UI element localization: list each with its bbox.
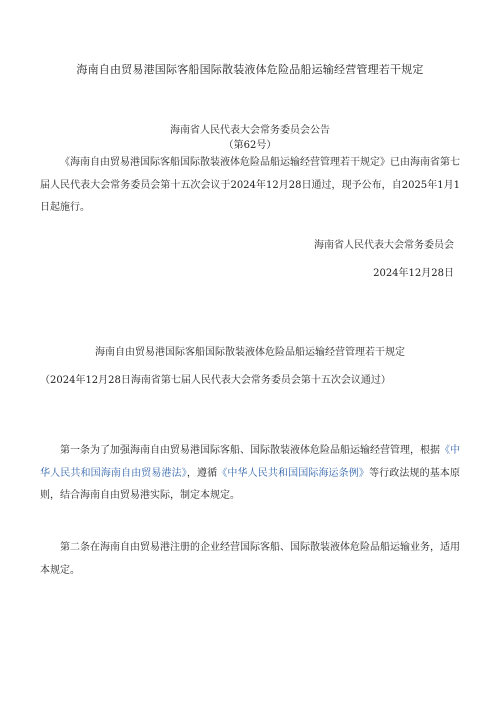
announcement-signer: 海南省人民代表大会常务委员会 [314, 240, 454, 251]
announcement-date: 2024年12月28日 [373, 268, 454, 279]
regulation-title: 海南自由贸易港国际客船国际散装液体危险品船运输经营管理若干规定 [95, 347, 405, 358]
announcement-issuer: 海南省人民代表大会常务委员会公告 [170, 125, 330, 136]
article-1-text-a: 第一条为了加强海南自由贸易港国际客船、国际散装液体危险品船运输经营管理，根据 [60, 445, 440, 456]
article-1 [40, 440, 460, 508]
article-1-text-c: 等行政法规的基本原则，结合海南自由贸易港实际，制定本规定。 [40, 467, 461, 501]
announcement-body: 《海南自由贸易港国际客船国际散装液体危险品船运输经营管理若干规定》已由海南省第七届人民代表大会常务委员会第十五次会议于2024年12月28日通过，现予公布，自2025年1月1日起施行。 [40, 157, 460, 213]
intl-maritime-regulation-link[interactable]: 《中华人民共和国国际海运条例》 [217, 467, 370, 479]
hainan-ftp-law-link[interactable]: 《中华人民共和国海南自由贸易港法》 [40, 445, 460, 479]
document-title: 海南自由贸易港国际客船国际散装液体危险品船运输经营管理若干规定 [76, 63, 424, 76]
regulation-passed-note: （2024年12月28日海南省第七届人民代表大会常务委员会第十五次会议通过） [40, 375, 391, 386]
announcement-number: （第62号） [223, 140, 277, 151]
article-1-text-b: ，遵循 [186, 467, 218, 479]
article-2: 第二条在海南自由贸易港注册的企业经营国际客船、国际散装液体危险品船运输业务，适用本规定。 [40, 542, 460, 576]
